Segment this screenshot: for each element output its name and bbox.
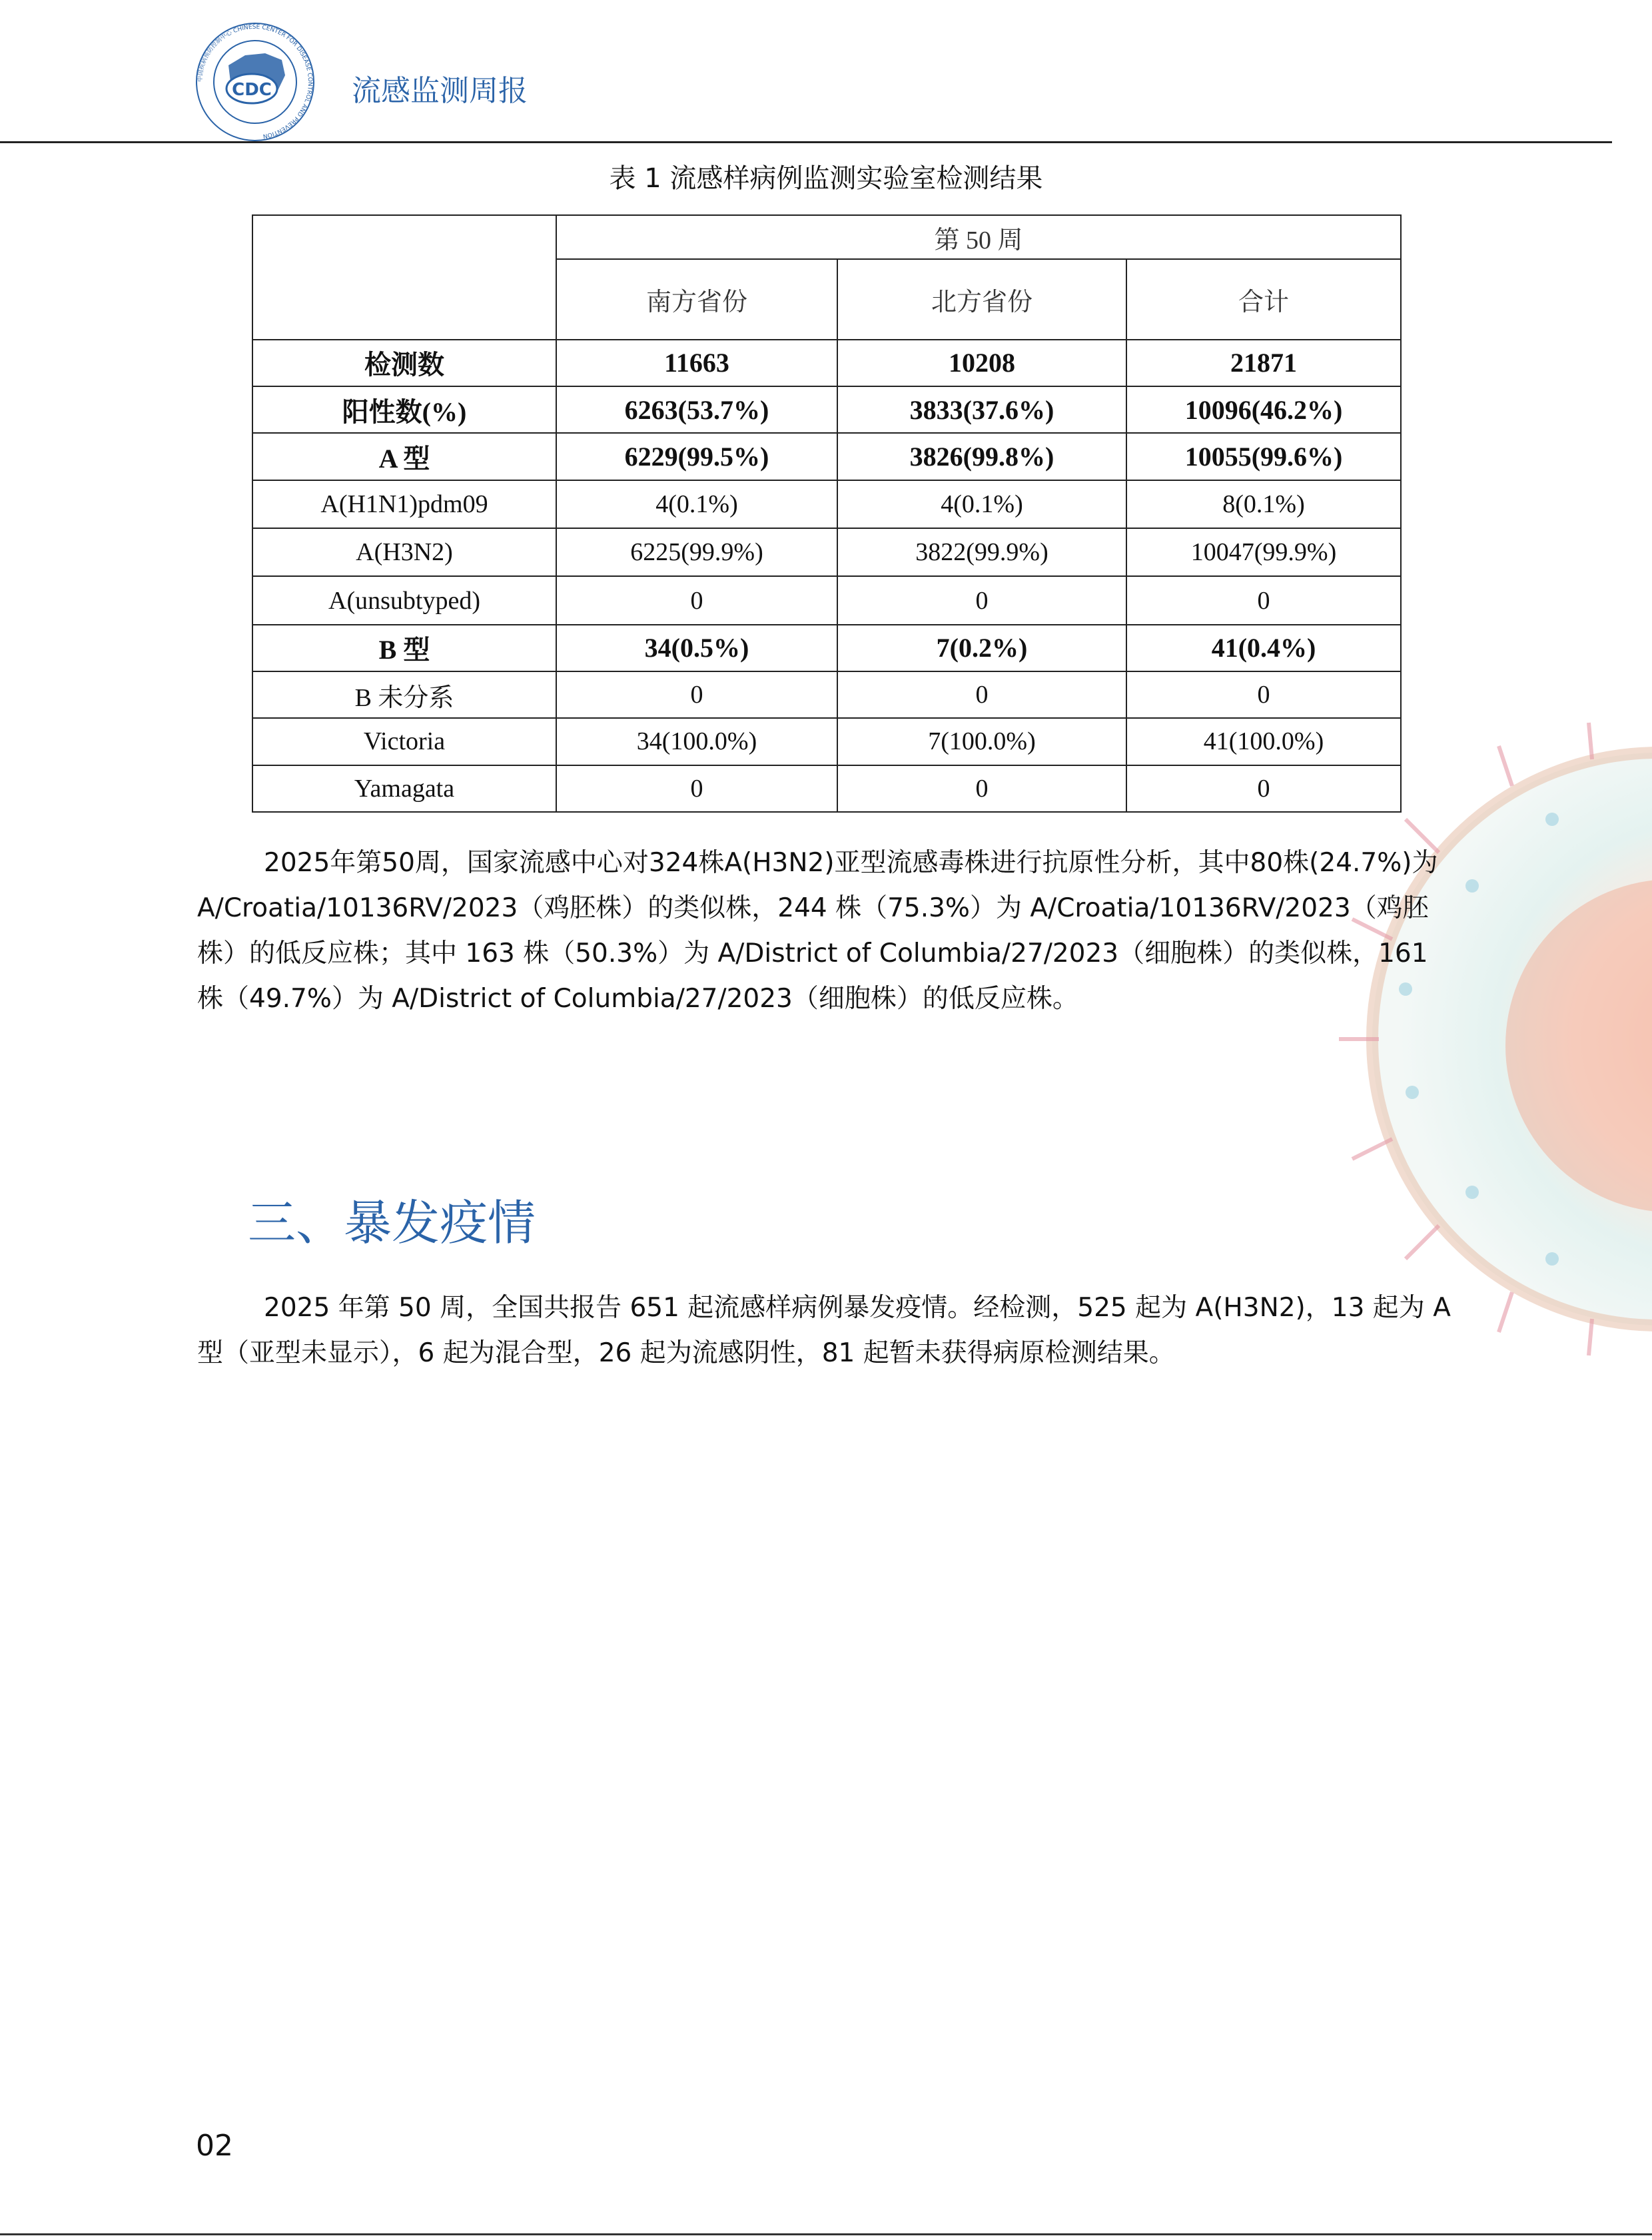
row-label-cell: A(H1N1)pdm09 — [252, 480, 556, 528]
corner-cell — [252, 215, 556, 340]
value-cell-north: 3822(99.9%) — [837, 528, 1126, 576]
logo-text: CDC — [232, 80, 272, 100]
value-cell-north: 10208 — [837, 340, 1126, 386]
value-cell-total: 21871 — [1126, 340, 1401, 386]
value-cell-north: 3833(37.6%) — [837, 386, 1126, 433]
table-row — [252, 625, 1401, 671]
outbreak-paragraph — [197, 1286, 1456, 1376]
value-cell-north: 0 — [837, 671, 1126, 718]
logo-ring-text: 中国疾病预防控制中心 CHINESE CENTER FOR DISEASE CONTROL AND PREVENTION — [197, 23, 314, 140]
table-row — [252, 386, 1401, 433]
value-cell-total: 10047(99.9%) — [1126, 528, 1401, 576]
value-cell-south: 0 — [556, 671, 837, 718]
value-cell-south: 34(0.5%) — [556, 625, 837, 671]
value-cell-south: 0 — [556, 576, 837, 624]
section-title: 三、暴发疫情 — [248, 1195, 536, 1251]
value-cell-total: 41(100.0%) — [1126, 718, 1401, 765]
cdc-logo-icon — [192, 19, 318, 145]
value-cell-south: 34(100.0%) — [556, 718, 837, 765]
value-cell-north: 0 — [837, 576, 1126, 624]
table-header-row — [252, 215, 1401, 259]
row-label-cell: 检测数 — [252, 340, 556, 386]
table-row — [252, 765, 1401, 812]
value-cell-total: 10096(46.2%) — [1126, 386, 1401, 433]
row-label-cell: B 未分系 — [252, 671, 556, 718]
row-label-cell: Victoria — [252, 718, 556, 765]
column-header: 北方省份 — [837, 259, 1126, 340]
value-cell-total: 0 — [1126, 765, 1401, 812]
virus-illustration-icon — [1339, 719, 1652, 1359]
row-label-cell: A(unsubtyped) — [252, 576, 556, 624]
value-cell-south: 0 — [556, 765, 837, 812]
value-cell-north: 7(100.0%) — [837, 718, 1126, 765]
header-divider — [0, 141, 1612, 143]
footer-divider — [0, 2233, 1652, 2235]
table-row — [252, 340, 1401, 386]
table-row — [252, 718, 1401, 765]
week-header: 第 50 周 — [556, 215, 1401, 259]
value-cell-north: 7(0.2%) — [837, 625, 1126, 671]
value-cell-total: 8(0.1%) — [1126, 480, 1401, 528]
page-number: 02 — [196, 2129, 233, 2163]
value-cell-north: 0 — [837, 765, 1126, 812]
paragraph-text: 2025年第50周，国家流感中心对324株A(H3N2)亚型流感毒株进行抗原性分析，其中80株(24.7%)为 A/Croatia/10136RV/2023（鸡胚株）的类似株，244 株（75.3%）为 A/Croatia/10136RV/2023（鸡胚株）的低反应株；其中 163 株（50.3%）为 A/District of Columbia/27/2023（细胞株）的类似株，161 株（49.7%）为 A/District of Columbia/27/2023（细胞株）的低反应株。 — [197, 848, 1438, 1014]
value-cell-total: 0 — [1126, 576, 1401, 624]
value-cell-total: 41(0.4%) — [1126, 625, 1401, 671]
value-cell-south: 11663 — [556, 340, 837, 386]
table-row — [252, 433, 1401, 480]
table-row — [252, 576, 1401, 624]
row-label-cell: B 型 — [252, 625, 556, 671]
value-cell-south: 6225(99.9%) — [556, 528, 837, 576]
row-label-cell: Yamagata — [252, 765, 556, 812]
antigenic-analysis-paragraph — [197, 841, 1456, 1022]
publication-title: 流感监测周报 — [352, 74, 528, 108]
value-cell-south: 4(0.1%) — [556, 480, 837, 528]
column-header: 南方省份 — [556, 259, 837, 340]
table-row — [252, 528, 1401, 576]
paragraph-text: 2025 年第 50 周，全国共报告 651 起流感样病例暴发疫情。经检测，525 起为 A(H3N2)，13 起为 A 型（亚型未显示），6 起为混合型，26 起为流感阴性，81 起暂未获得病原检测结果。 — [197, 1293, 1451, 1368]
value-cell-total: 0 — [1126, 671, 1401, 718]
table-row — [252, 480, 1401, 528]
row-label-cell: 阳性数(%) — [252, 386, 556, 433]
row-label-cell: A(H3N2) — [252, 528, 556, 576]
value-cell-north: 4(0.1%) — [837, 480, 1126, 528]
value-cell-south: 6229(99.5%) — [556, 433, 837, 480]
page-header — [0, 0, 1652, 143]
table-row — [252, 671, 1401, 718]
lab-results-table — [252, 214, 1402, 813]
table-caption: 表 1 流感样病例监测实验室检测结果 — [609, 163, 1043, 194]
column-header: 合计 — [1126, 259, 1401, 340]
value-cell-total: 10055(99.6%) — [1126, 433, 1401, 480]
row-label-cell: A 型 — [252, 433, 556, 480]
value-cell-south: 6263(53.7%) — [556, 386, 837, 433]
value-cell-north: 3826(99.8%) — [837, 433, 1126, 480]
